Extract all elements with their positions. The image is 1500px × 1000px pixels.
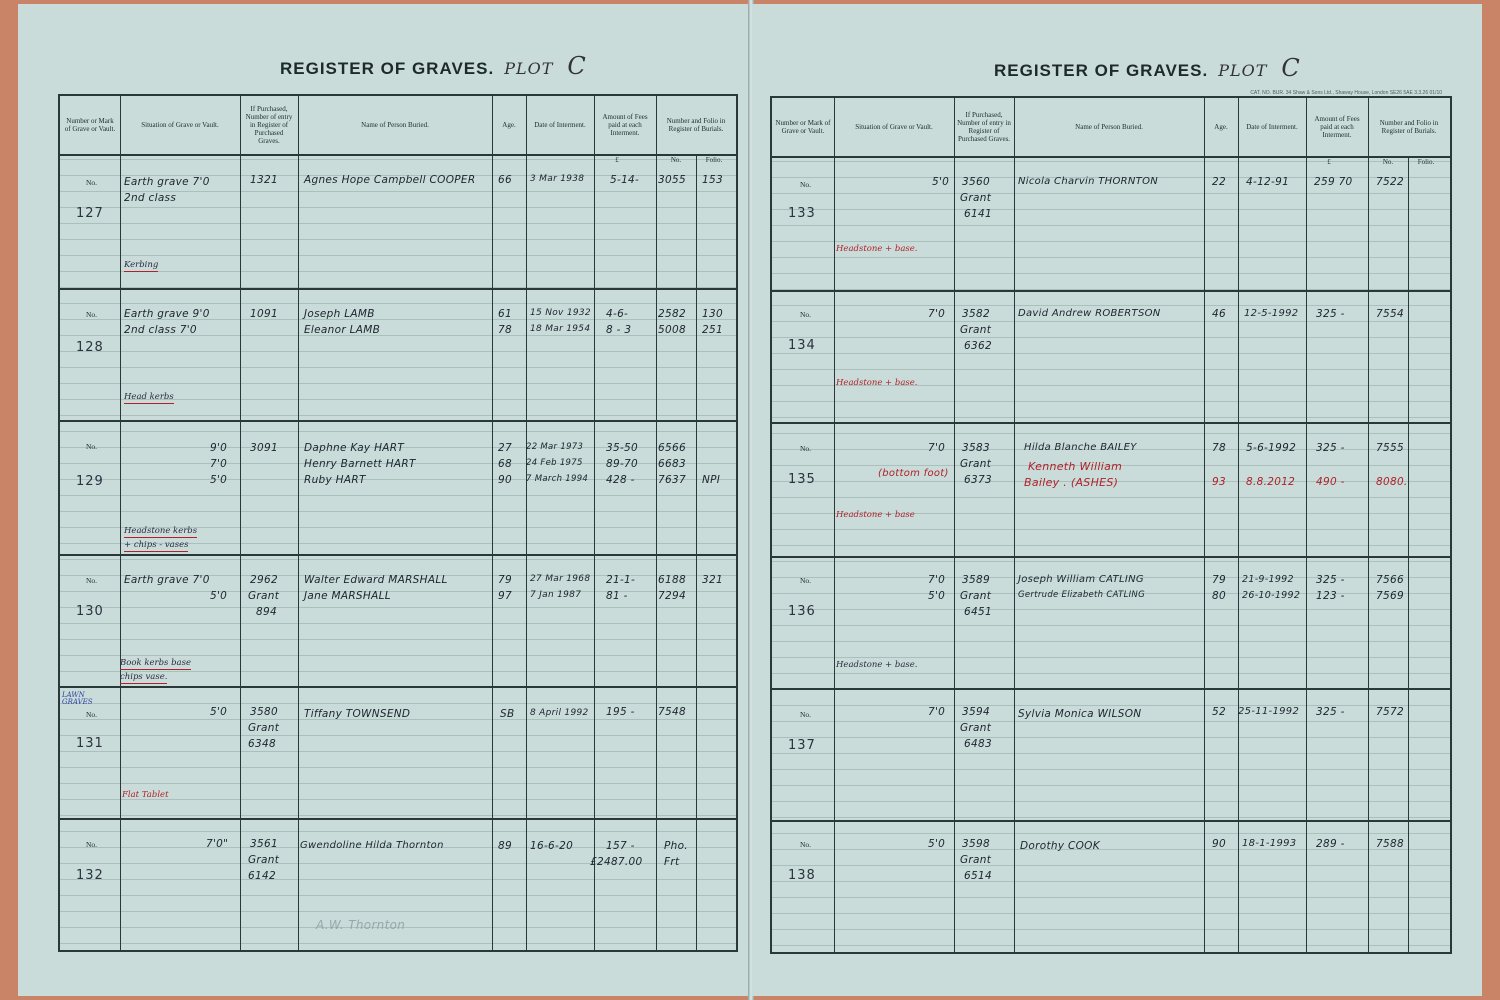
grave-note-2: chips vase. — [120, 672, 168, 682]
fee: 325 - — [1316, 706, 1345, 718]
purchase-entry: 6362 — [964, 340, 992, 352]
fee: 21-1- — [606, 574, 636, 586]
purchase-entry: 1321 — [250, 174, 278, 186]
grave-note: A.W. Thornton — [316, 918, 406, 932]
purchase-entry: 2962 — [250, 574, 278, 586]
register-no: 7637 — [658, 474, 686, 486]
age: 79 — [498, 574, 512, 586]
purchase-entry: 3560 — [962, 176, 990, 188]
grave-note: Book kerbs base — [120, 658, 191, 668]
purchase-entry: 3594 — [962, 706, 990, 718]
header-date: Date of Interment. — [534, 121, 586, 129]
buried-name: Gwendoline Hilda Thornton — [300, 840, 444, 851]
row-no-label: No. — [800, 576, 812, 585]
interment-date: 5-6-1992 — [1246, 442, 1297, 454]
situation-line: 7'0" — [206, 838, 229, 850]
purchase-entry: 3582 — [962, 308, 990, 320]
fee: £2487.00 — [590, 856, 643, 868]
situation-line: 5'0 — [210, 590, 228, 602]
buried-name: Gertrude Elizabeth CATLING — [1018, 590, 1145, 600]
header-situation: Situation of Grave or Vault. — [855, 123, 933, 131]
age: 89 — [498, 840, 512, 852]
grave-note: Flat Tablet — [122, 790, 169, 800]
row-no-label: No. — [86, 310, 98, 319]
age: 80 — [1212, 590, 1226, 602]
fee: 5-14- — [610, 174, 640, 186]
interment-date: 24 Feb 1975 — [526, 458, 583, 468]
situation-line: 5'0 — [210, 474, 228, 486]
interment-date: 4-12-91 — [1246, 176, 1290, 188]
fees-unit: £ — [615, 156, 619, 164]
purchase-entry: 6514 — [964, 870, 992, 882]
interment-date: 15 Nov 1932 — [530, 308, 591, 318]
age: 52 — [1212, 706, 1226, 718]
situation-line: 7'0 — [928, 308, 946, 320]
right-page — [752, 4, 1482, 996]
folio-folio-header: Folio. — [705, 156, 723, 164]
lawn-graves-label: LAWN GRAVES — [62, 691, 93, 706]
situation-line: 7'0 — [928, 442, 946, 454]
buried-name: Kenneth William — [1028, 460, 1123, 473]
catalogue-number: CAT. NO. BUR. 34 Shaw & Sons Ltd., Shaway House, London SE26 5AE 3.3.26 01/10 — [1250, 90, 1442, 96]
header-name: Name of Person Buried. — [1075, 123, 1143, 131]
situation-line: 7'0 — [928, 574, 946, 586]
row-no-label: No. — [800, 710, 812, 719]
buried-name: Joseph William CATLING — [1018, 574, 1144, 585]
header-purchased: If Purchased, Number of entry in Register of Purchased Graves. — [245, 105, 293, 145]
situation-line: 5'0 — [928, 590, 946, 602]
situation-line: 5'0 — [210, 706, 228, 718]
register-no: Frt — [664, 856, 680, 868]
register-no: 8080. — [1376, 476, 1408, 488]
purchase-entry: 6348 — [248, 738, 276, 750]
age: 78 — [1212, 442, 1226, 454]
buried-name: David Andrew ROBERTSON — [1018, 308, 1161, 319]
left-page-title — [280, 52, 587, 80]
situation-line: 7'0 — [210, 458, 228, 470]
plot-label: PLOT — [504, 59, 554, 78]
purchase-entry: Grant — [960, 854, 992, 866]
buried-name: Henry Barnett HART — [304, 458, 416, 470]
title-text: REGISTER OF GRAVES. — [994, 61, 1209, 80]
right-page-title — [994, 54, 1301, 82]
fee: 428 - — [606, 474, 635, 486]
grave-number: 136 — [788, 604, 816, 619]
plot-letter: C — [1281, 54, 1301, 82]
buried-name: Walter Edward MARSHALL — [304, 574, 448, 586]
purchase-entry: 3561 — [250, 838, 278, 850]
register-no: 2582 — [658, 308, 686, 320]
row-no-label: No. — [86, 840, 98, 849]
folio-no-header: No. — [1382, 158, 1394, 166]
interment-date: 21-9-1992 — [1242, 574, 1294, 585]
purchase-entry: 6141 — [964, 208, 992, 220]
header-folio: Number and Folio in Register of Burials. — [666, 117, 726, 133]
grave-note-2: + chips - vases — [124, 540, 189, 550]
header-age: Age. — [1214, 123, 1228, 131]
plot-label: PLOT — [1218, 61, 1268, 80]
age: 46 — [1212, 308, 1226, 320]
interment-date: 3 Mar 1938 — [530, 174, 585, 184]
purchase-entry: 6451 — [964, 606, 992, 618]
situation-line: 7'0 — [928, 706, 946, 718]
register-no: 7572 — [1376, 706, 1404, 718]
row-no-label: No. — [86, 576, 98, 585]
buried-name: Dorothy COOK — [1020, 840, 1100, 852]
row-no-label: No. — [800, 444, 812, 453]
grave-number: 138 — [788, 868, 816, 883]
purchase-entry: Grant — [248, 722, 280, 734]
situation-line: 9'0 — [210, 442, 228, 454]
purchase-entry: 3598 — [962, 838, 990, 850]
age: SB — [500, 708, 515, 720]
situation-line: Earth grave 7'0 — [124, 176, 210, 188]
register-no: 6188 — [658, 574, 686, 586]
interment-date: 7 March 1994 — [526, 474, 589, 484]
interment-date: 8.8.2012 — [1246, 476, 1296, 488]
purchase-entry: 3091 — [250, 442, 278, 454]
grave-note: Headstone + base — [836, 510, 915, 520]
row-no-label: No. — [86, 442, 98, 451]
title-text: REGISTER OF GRAVES. — [280, 59, 495, 78]
fee: 325 - — [1316, 442, 1345, 454]
interment-date: 25-11-1992 — [1238, 706, 1300, 717]
interment-date: 7 Jan 1987 — [530, 590, 582, 600]
header-situation: Situation of Grave or Vault. — [141, 121, 219, 129]
register-no: 7522 — [1376, 176, 1404, 188]
folio-folio-header: Folio. — [1417, 158, 1435, 166]
register-no: 7294 — [658, 590, 686, 602]
fee: 4-6- — [606, 308, 629, 320]
fee: 325 - — [1316, 308, 1345, 320]
purchase-entry: 6142 — [248, 870, 276, 882]
row-no-label: No. — [86, 710, 98, 719]
fee: 195 - — [606, 706, 635, 718]
row-no-label: No. — [800, 180, 812, 189]
grave-number: 135 — [788, 472, 816, 487]
register-table-left — [58, 94, 738, 952]
buried-name: Ruby HART — [304, 474, 366, 486]
fee: 89-70 — [606, 458, 639, 470]
situation-line: Earth grave 7'0 — [124, 574, 210, 586]
row-no-label: No. — [800, 310, 812, 319]
register-no: 6566 — [658, 442, 686, 454]
grave-number: 134 — [788, 338, 816, 353]
header-row — [60, 96, 736, 156]
register-no: 6683 — [658, 458, 686, 470]
age: 79 — [1212, 574, 1226, 586]
interment-date: 18-1-1993 — [1242, 838, 1297, 849]
purchase-entry: Grant — [960, 192, 992, 204]
header-name: Name of Person Buried. — [361, 121, 429, 129]
purchase-entry: 1091 — [250, 308, 278, 320]
buried-name: Eleanor LAMB — [304, 324, 381, 336]
purchase-entry: Grant — [248, 854, 280, 866]
purchase-entry: 894 — [256, 606, 277, 618]
age: 90 — [1212, 838, 1226, 850]
buried-name: Nicola Charvin THORNTON — [1018, 176, 1159, 187]
purchase-entry: Grant — [960, 590, 992, 602]
purchase-entry: Grant — [960, 722, 992, 734]
register-no: 7554 — [1376, 308, 1404, 320]
register-no: 7555 — [1376, 442, 1404, 454]
header-fees: Amount of Fees paid at each Interment. — [602, 113, 648, 137]
header-purchased: If Purchased, Number of entry in Register of Purchased Graves. — [957, 111, 1011, 143]
grave-number: 137 — [788, 738, 816, 753]
header-age: Age. — [502, 121, 516, 129]
grave-number: 130 — [76, 604, 104, 619]
grave-number: 131 — [76, 736, 104, 751]
fee: 81 - — [606, 590, 628, 602]
fee: 157 - — [606, 840, 635, 852]
purchase-entry: Grant — [248, 590, 280, 602]
fee: 123 - — [1316, 590, 1345, 602]
fee: 490 - — [1316, 476, 1345, 488]
age: 66 — [498, 174, 512, 186]
fees-unit: £ — [1327, 158, 1331, 166]
situation-line: Earth grave 9'0 — [124, 308, 210, 320]
buried-name: Agnes Hope Campbell COOPER — [304, 174, 476, 186]
purchase-entry: 3589 — [962, 574, 990, 586]
age: 97 — [498, 590, 512, 602]
interment-date: 18 Mar 1954 — [530, 324, 591, 334]
register-no: 7566 — [1376, 574, 1404, 586]
situation-line: (bottom foot) — [878, 468, 949, 479]
buried-name: Sylvia Monica WILSON — [1018, 708, 1142, 720]
situation-line: 5'0 — [932, 176, 950, 188]
age: 68 — [498, 458, 512, 470]
purchase-entry: 6483 — [964, 738, 992, 750]
grave-note: Headstone + base. — [836, 378, 918, 388]
grave-note: Headstone + base. — [836, 660, 918, 670]
buried-name: Hilda Blanche BAILEY — [1024, 442, 1137, 453]
buried-name: Daphne Kay HART — [304, 442, 405, 454]
grave-number: 133 — [788, 206, 816, 221]
interment-date: 27 Mar 1968 — [530, 574, 591, 584]
row-no-label: No. — [800, 840, 812, 849]
register-table-right — [770, 96, 1452, 954]
age: 61 — [498, 308, 512, 320]
fee: 35-50 — [606, 442, 639, 454]
register-no: 5008 — [658, 324, 686, 336]
register-no: 7569 — [1376, 590, 1404, 602]
buried-name: Jane MARSHALL — [304, 590, 391, 602]
age: 78 — [498, 324, 512, 336]
age: 90 — [498, 474, 512, 486]
buried-name: Joseph LAMB — [304, 308, 375, 320]
register-no: 7588 — [1376, 838, 1404, 850]
situation-line: 5'0 — [928, 838, 946, 850]
fee: 289 - — [1316, 838, 1345, 850]
purchase-entry: 3580 — [250, 706, 278, 718]
register-folio: 321 — [702, 574, 723, 586]
purchase-entry: Grant — [960, 458, 992, 470]
plot-letter: C — [567, 52, 587, 80]
register-no: Pho. — [664, 840, 688, 852]
row-no-label: No. — [86, 178, 98, 187]
grave-number: 129 — [76, 474, 104, 489]
grave-note: Kerbing — [124, 260, 159, 270]
fee: 8 - 3 — [606, 324, 632, 336]
buried-name: Bailey . (ASHES) — [1024, 476, 1119, 489]
fee: 259 70 — [1314, 176, 1353, 188]
purchase-entry: Grant — [960, 324, 992, 336]
grave-note: Head kerbs — [124, 392, 174, 402]
purchase-entry: 3583 — [962, 442, 990, 454]
fee: 325 - — [1316, 574, 1345, 586]
grave-number: 132 — [76, 868, 104, 883]
left-page — [18, 4, 750, 996]
header-date: Date of Interment. — [1246, 123, 1298, 131]
grave-note: Headstone + base. — [836, 244, 918, 254]
age: 22 — [1212, 176, 1226, 188]
header-folio: Number and Folio in Register of Burials. — [1379, 119, 1439, 135]
grave-number: 127 — [76, 206, 104, 221]
interment-date: 16-6-20 — [530, 840, 574, 852]
purchase-entry: 6373 — [964, 474, 992, 486]
buried-name: Tiffany TOWNSEND — [304, 708, 411, 720]
header-number: Number or Mark of Grave or Vault. — [775, 119, 831, 135]
situation-line: 2nd class 7'0 — [124, 324, 197, 336]
grave-number: 128 — [76, 340, 104, 355]
header-row — [772, 98, 1450, 158]
interment-date: 22 Mar 1973 — [526, 442, 584, 452]
interment-date: 12-5-1992 — [1244, 308, 1299, 319]
register-folio: 153 — [702, 174, 723, 186]
folio-no-header: No. — [670, 156, 682, 164]
register-no: 7548 — [658, 706, 686, 718]
age: 93 — [1212, 476, 1226, 488]
age: 27 — [498, 442, 512, 454]
situation-line: 2nd class — [124, 192, 177, 204]
interment-date: 26-10-1992 — [1242, 590, 1301, 601]
register-folio: 251 — [702, 324, 723, 336]
header-fees: Amount of Fees paid at each Interment. — [1314, 115, 1360, 139]
register-folio: NPI — [702, 474, 721, 486]
register-no: 3055 — [658, 174, 686, 186]
grave-note: Headstone kerbs — [124, 526, 198, 536]
interment-date: 8 April 1992 — [530, 708, 589, 718]
header-number: Number or Mark of Grave or Vault. — [64, 117, 116, 133]
register-folio: 130 — [702, 308, 723, 320]
